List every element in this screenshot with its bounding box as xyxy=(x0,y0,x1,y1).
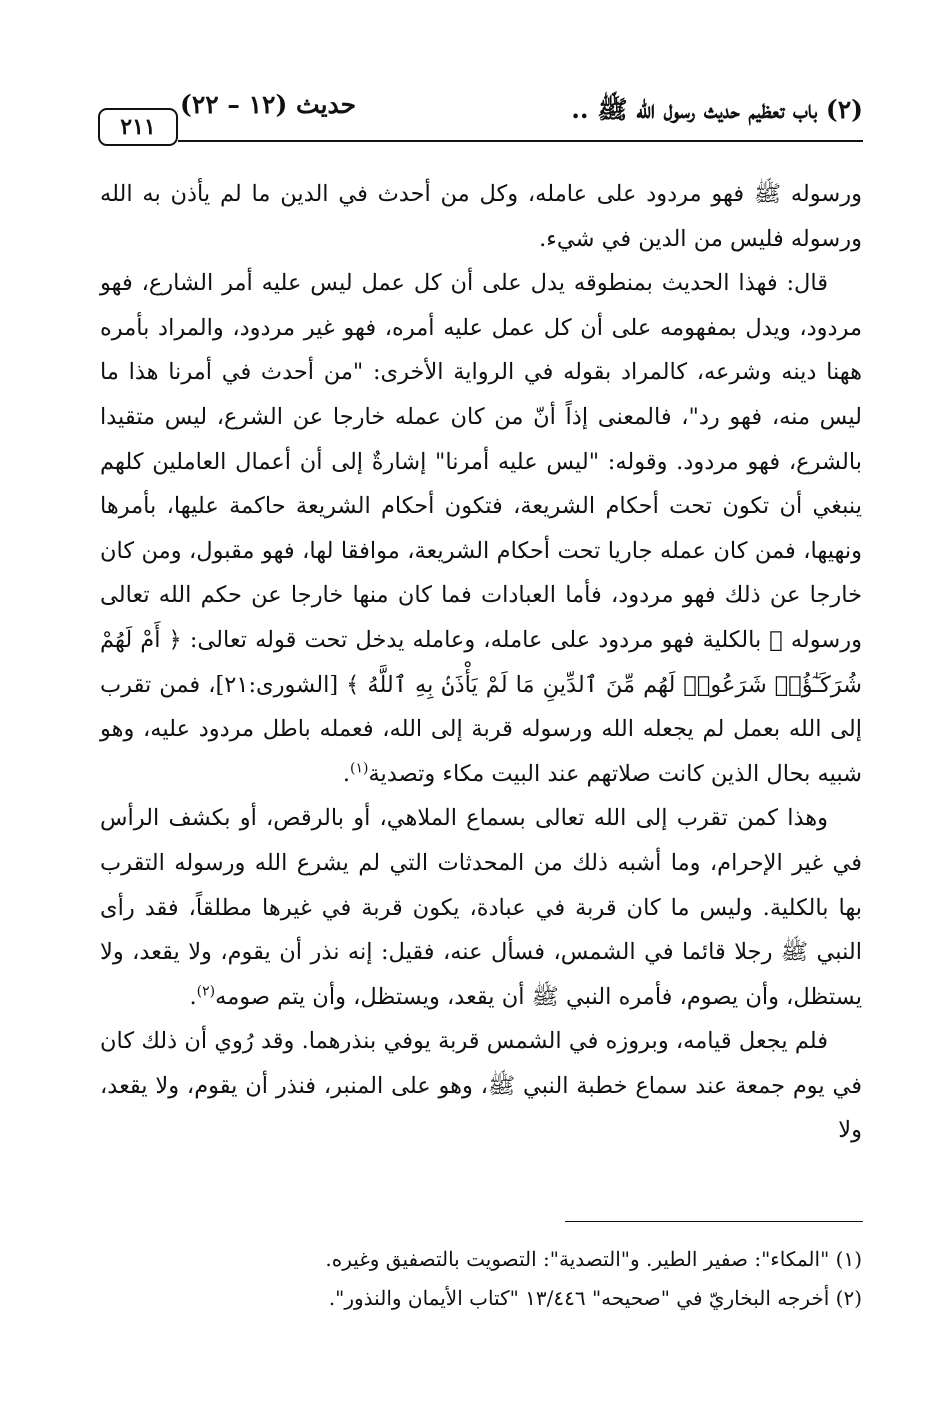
running-header xyxy=(98,88,863,154)
footnote-1: (١) "المكاء": صفير الطير. و"التصدية": التصويت بالتصفيق وغيره. xyxy=(325,1247,862,1271)
footnote-2: (٢) أخرجه البخاريّ في "صحيحه" ١٣/٤٤٦ "كتاب الأيمان والنذور". xyxy=(328,1286,862,1310)
main-text xyxy=(100,172,862,1153)
paragraph-2-end: . xyxy=(342,760,350,787)
hadith-range: حديث (١٢ – ٢٢) xyxy=(180,90,357,119)
paragraph-3 xyxy=(100,796,862,1019)
header-rule xyxy=(178,140,863,142)
footnote-ref-2[interactable]: (٢) xyxy=(196,983,216,1000)
paragraph-3-end: . xyxy=(189,983,197,1010)
paragraph-4: فلم يجعل قيامه، وبروزه في الشمس قربة يوفي بنذرهما. وقد رُوي أن ذلك كان في يوم جمعة عند سماع خطبة النبي ﷺ، وهو على المنبر، فنذر أن يقوم، ولا يقعد، ولا xyxy=(100,1028,862,1144)
chapter-title: (٢) باب تعظيم حديث رسول الله ﷺ .. xyxy=(571,95,863,124)
paragraph-3-text: وهذا كمن تقرب إلى الله تعالى بسماع الملاهي، أو بالرقص، أو بكشف الرأس في غير الإحرام، وما أشبه ذلك من المحدثات التي لم يشرع الله ورسوله التقرب بها بالكلية. وليس ما كان قربة في عبادة، يكون قربة في غيرها مطلقاً، فقد رأى النبي ﷺ رجلا قائما في الشمس، فسأل عنه، فقيل: إنه نذر أن يقوم، ولا يقعد، ولا يستظل، وأن يصوم، فأمره النبي ﷺ أن يقعد، ويستظل، وأن يتم صومه xyxy=(100,805,862,1010)
paragraph-1: ورسوله ﷺ فهو مردود على عامله، وكل من أحدث في الدين ما لم يأذن به الله ورسوله فليس من الدين في شيء. xyxy=(100,181,862,252)
footnote-ref-1[interactable]: (١) xyxy=(349,760,369,777)
paragraph-2-text: قال: فهذا الحديث بمنطوقه يدل على أن كل عمل ليس عليه أمر الشارع، فهو مردود، ويدل بمفهومه على أن كل عمل عليه أمره، فهو غير مردود، والمراد بأمره ههنا دينه وشرعه، كالمراد بقوله في الرواية الأخرى: "من أحدث في أمرنا هذا ما ليس منه، فهو رد"، فالمعنى إذاً أنّ من كان عمله خارجا عن الشرع، ليس متقيدا بالشرع، فهو مردود. وقوله: "ليس عليه أمرنا" إشارةٌ إلى أن أعمال العاملين كلهم ينبغي أن تكون تحت أحكام الشريعة، فتكون أحكام الشريعة حاكمة عليها، بأمرها ونهيها، فمن كان عمله جاريا تحت أحكام الشريعة، موافقا لها، فهو مقبول، ومن كان خارجا عن ذلك فهو مردود، فأما العبادات فما كان منها خارجا عن حكم الله تعالى ورسوله ﷺ بالكلية فهو مردود على عامله، وعامله يدخل تحت قوله تعالى: ﴿ أَمْ لَهُمْ شُرَكَـٰٓؤُا۟ شَرَعُوا۟ لَهُم مِّنَ ٱلدِّينِ مَا لَمْ يَأْذَنۢ بِهِ ٱللَّهُ ﴾ [الشورى:٢١]، فمن تقرب إلى الله بعمل لم يجعله الله ورسوله قربة إلى الله، فعمله باطل مردود عليه، وهو شبيه بحال الذين كانت صلاتهم عند البيت مكاء وتصدية xyxy=(100,270,862,787)
paragraph-2 xyxy=(100,261,862,796)
page-number: ٢١١ xyxy=(120,114,156,140)
footnotes xyxy=(100,1240,862,1318)
footnote-separator xyxy=(565,1221,863,1222)
page-number-box xyxy=(98,108,178,146)
